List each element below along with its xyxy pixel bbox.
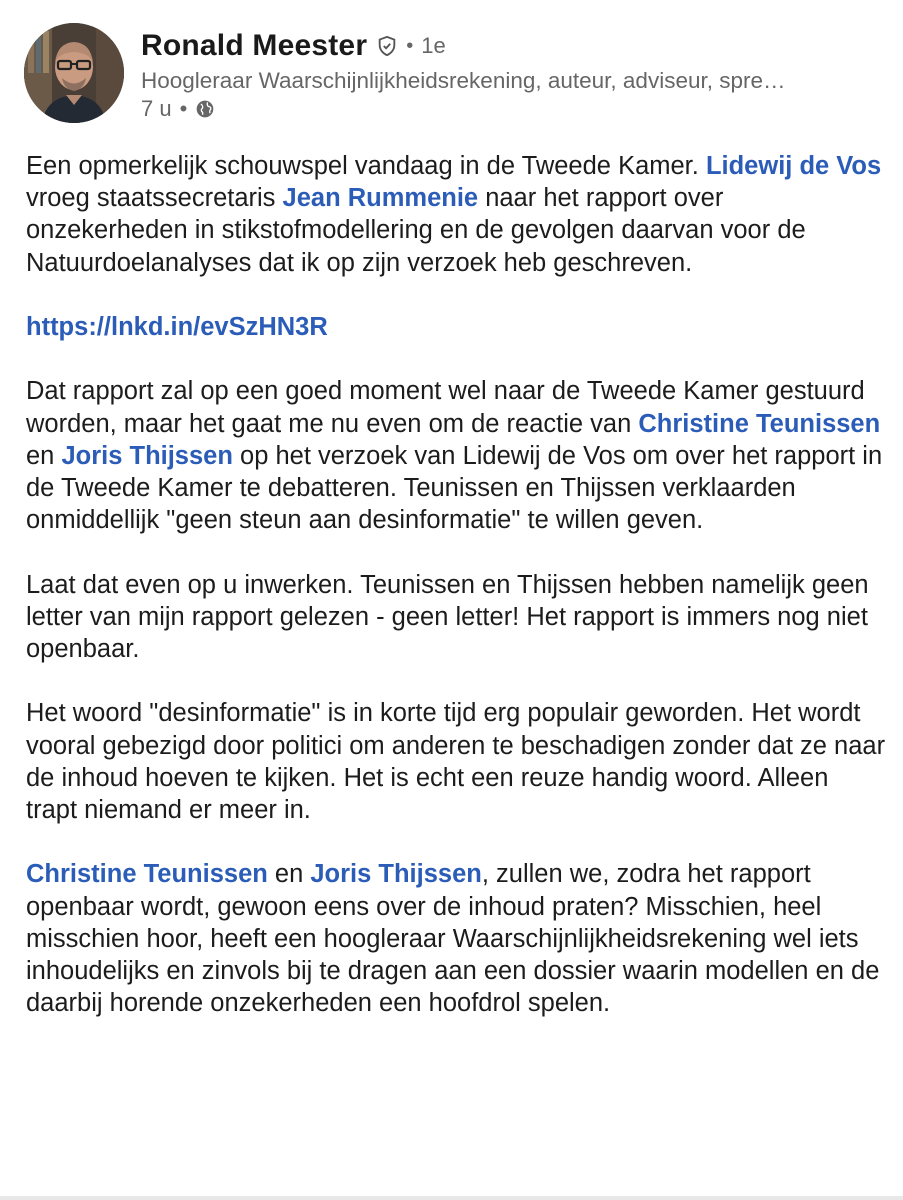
separator-dot: • bbox=[406, 34, 414, 57]
author-name-row bbox=[141, 24, 446, 68]
mention-lidewij-de-vos[interactable]: Lidewij de Vos bbox=[705, 152, 882, 180]
divider bbox=[0, 1196, 903, 1200]
post-body bbox=[26, 150, 886, 1052]
author-name[interactable]: Ronald Meester bbox=[141, 29, 368, 62]
report-link[interactable]: https://lnkd.in/evSzHN3R bbox=[26, 313, 328, 341]
post-paragraph bbox=[26, 858, 886, 1019]
post-text: , zullen we, zodra het rapport openbaar wordt, gewoon eens over de inhoud praten? Misschien, heel misschien hoor, heeft een hoogleraar Waarschijnlijkheidsrekening wel iets inhoudelijks en zinvols bij te dragen aan een dossier waarin modellen en de daarbij horende onzekerheden een hoofdrol spelen. bbox=[26, 860, 880, 1018]
post-paragraph bbox=[26, 150, 886, 279]
post-time: 7 u bbox=[141, 96, 172, 121]
connection-degree: 1e bbox=[421, 33, 446, 58]
mention-joris-thijssen[interactable]: Joris Thijssen bbox=[61, 441, 233, 470]
post-text: en bbox=[267, 860, 311, 889]
post-meta bbox=[141, 95, 215, 123]
post-paragraph bbox=[26, 375, 886, 536]
post-text: naar het rapport over onzekerheden in stikstofmodellering en de gevolgen daarvan voor de Natuurdoelanalyses dat ik op zijn verzoek heb geschreven. bbox=[26, 184, 806, 277]
mention-jean-rummenie[interactable]: Jean Rummenie bbox=[282, 184, 479, 213]
shield-check-icon bbox=[376, 35, 398, 57]
post-paragraph: Het woord "desinformatie" is in korte tijd erg populair geworden. Het wordt vooral gebezigd door politici om anderen te beschadigen zonder dat ze naar de inhoud hoeven te kijken. Het is echt een reuze handig woord. Alleen trapt niemand er meer in. bbox=[26, 699, 886, 824]
mention-christine-teunissen[interactable]: Christine Teunissen bbox=[26, 860, 268, 889]
avatar[interactable] bbox=[24, 23, 124, 123]
post-paragraph bbox=[26, 311, 886, 343]
post-text: op het verzoek van Lidewij de Vos om over het rapport in de Tweede Kamer te debatteren. Teunissen en Thijssen verklaarden onmiddellijk "geen steun aan desinformatie" te willen geven. bbox=[26, 441, 883, 535]
mention-christine-teunissen[interactable]: Christine Teunissen bbox=[638, 409, 881, 438]
mention-joris-thijssen[interactable]: Joris Thijssen bbox=[310, 860, 482, 889]
author-headline: Hoogleraar Waarschijnlijkheidsrekening, auteur, adviseur, spre… bbox=[141, 68, 786, 93]
post-header bbox=[0, 0, 903, 140]
post-text: Dat rapport zal op een goed moment wel naar de Tweede Kamer gestuurd worden, maar het gaat me nu even om de reactie van bbox=[26, 377, 865, 438]
post-text: Een opmerkelijk schouwspel vandaag in de Tweede Kamer. bbox=[26, 152, 706, 180]
post-text: en bbox=[26, 441, 62, 470]
post-paragraph: Laat dat even op u inwerken. Teunissen en Thijssen hebben namelijk geen letter van mijn rapport gelezen - geen letter! Het rapport is immers nog niet openbaar. bbox=[26, 570, 869, 663]
globe-icon bbox=[195, 99, 215, 119]
separator-dot: • bbox=[179, 96, 188, 121]
post-text: vroeg staatssecretaris bbox=[26, 184, 283, 213]
avatar-photo bbox=[24, 23, 124, 123]
